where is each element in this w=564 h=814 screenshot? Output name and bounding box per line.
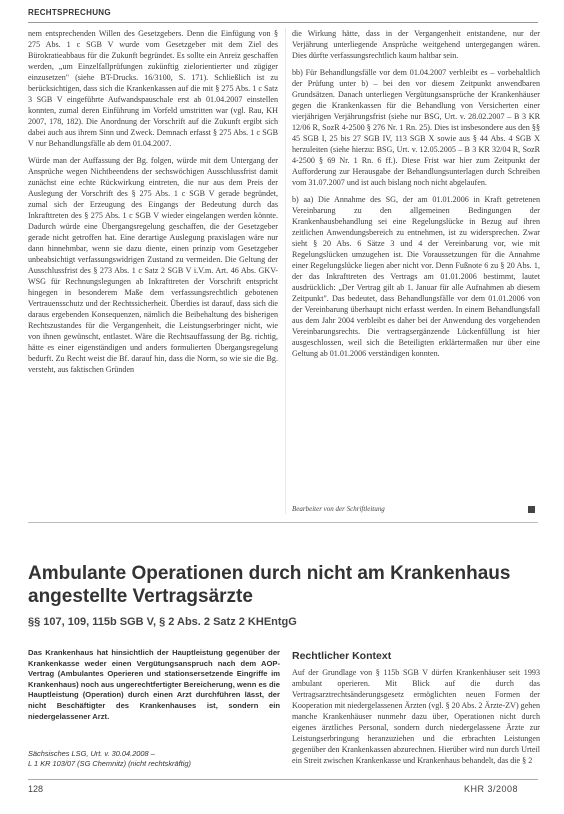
section-header: RECHTSPRECHUNG bbox=[28, 8, 111, 17]
right-paragraph: die Wirkung hätte, dass in der Vergangenheit entstandene, nur der Verjährung unterliegende Ansprüche weitgehend untergegangen wären. Dies dürfte verfassungsrechtlich kaum haltbar sein. bbox=[292, 29, 540, 61]
context-heading: Rechtlicher Kontext bbox=[292, 650, 392, 662]
left-paragraph: nem entsprechenden Willen des Gesetzgebers. Denn die Einfügung von § 275 Abs. 1 c SGB V wurde vom Gesetzgeber mit dem Ziel des Bürokratieabbaus für die Zukunft begründet. Es sollte ein Anreiz geschaffen werden, „um Einzelfallprüfungen zukünftig zielorientierter und zügiger einzusetzen" (siehe BT-Drucks. 16/3100, S. 171). Schließlich ist zu berücksichtigen, dass sich die Krankenkassen auf die mit § 275 Abs. 1 c Satz 3 SGB V eingeführte Aufwandspauschale erst ab 01.04.2007 einstellen konnten, zumal deren Einführung im Vorfeld umstritten war (vgl. Rau, KH 2007, 178, 182). Die Anordnung der Vorschrift auf die Zukunft ergibt sich dabei auch aus ihrem Sinn und Zweck. Demnach erfasst § 275 Abs. 1 c SGB V nur Behandlungsfälle ab dem 01.04.2007. bbox=[28, 29, 278, 149]
end-square-icon bbox=[528, 506, 535, 513]
article-abstract: Das Krankenhaus hat hinsichtlich der Hauptleistung gegenüber der Krankenkasse weder einen Vergütungsanspruch nach dem AOP-Vertrag (Ambulantes Operieren und stationsersetzende Eingriffe im Krankenhaus) noch aus ungerechtfertigter Bereicherung, wenn es die Hauptleistung (Operation) durch einen Arzt durchführen lässt, der nicht Beschäftigter des Krankenhauses ist, sondern ein niedergelassener Arzt. bbox=[28, 648, 280, 721]
page-number: 128 bbox=[28, 784, 44, 794]
left-text-column bbox=[28, 28, 278, 375]
court-source-line: Sächsisches LSG, Urt. v. 30.04.2008 – bbox=[28, 749, 155, 758]
author-line: Bearbeiter von der Schriftleitung bbox=[292, 505, 385, 513]
context-text: Auf der Grundlage von § 115b SGB V dürfen Krankenhäuser seit 1993 ambulant operieren. Mit Blick auf die durch das Vertragsarztrechtsänderungsgesetz ermöglichten neuen Formen der Kooperation mit niedergelassenen Ärzten (vgl. § 20 Abs. 2 Ärzte-ZV) gehen manche Krankenhäuser nunmehr dazu über, Operationen nicht durch eigenes ärztliches Personal, sondern durch niedergelassene Ärzte zur Leistungserbringung heranzuziehen und die erbrachten Leistungen gegenüber den Krankenkassen abzurechnen. Hierüber wird nun durch Urteil ein Streit zwischen Krankenkasse und Krankenhaus behandelt, das die § 2 bbox=[292, 668, 540, 765]
top-rule bbox=[28, 22, 538, 23]
article-title: Ambulante Operationen durch nicht am Krankenhaus angestellte Vertragsärzte bbox=[28, 563, 511, 607]
right-paragraph: bb) Für Behandlungsfälle vor dem 01.04.2007 verbleibt es – vorbehaltlich der Prüfung unter b) – bei den vor diesem Zeitpunkt anwendbaren Grundsätzen. Danach unterliegen Vergütungsansprüche der Krankenhäuser gegen die Krankenkassen für die Behandlung von Versicherten einer vierjährigen Verjährungsfrist (siehe nur BSG, Urt. v. 28.02.2007 – B 3 KR 12/06 R, SozR 4-2500 § 276 Nr. 1 Rn. 25). Dies ist insbesondere aus den §§ 45 SGB I, 25 bis 27 SGB IV, 113 SGB X sowie aus § 44 Abs. 4 SGB X herzuleiten (siehe hierzu: BSG, Urt. v. 12.05.2005 – B 3 KR 32/04 R, SozR 4-2500 § 69 Nr. 1 Rn. 6 ff.). Diese Frist war hier zum Zeitpunkt der Aufforderung zur Herausgabe der Behandlungsunterlagen durch Schreiben vom 31.07.2007 und ist auch bislang noch nicht abgelaufen. bbox=[292, 68, 540, 188]
court-source-line: L 1 KR 103/07 (SG Chemnitz) (nicht rechtskräftig) bbox=[28, 759, 191, 769]
journal-issue: KHR 3/2008 bbox=[464, 784, 519, 794]
article-subtitle: §§ 107, 109, 115b SGB V, § 2 Abs. 2 Satz 2 KHEntgG bbox=[28, 616, 297, 628]
section-rule bbox=[28, 522, 538, 523]
footer-rule bbox=[28, 779, 538, 780]
right-paragraph: b) aa) Die Annahme des SG, der am 01.01.2006 in Kraft getretenen Vereinbarung zu den allgemeinen Bedingungen der Krankenhausbehandlung sei eine Regelungslücke in Bezug auf ihren zeitlichen Anwendungsbereich zu entnehmen, ist zu widersprechen. Zwar sieht § 20 Abs. 6 Sätze 3 und 4 der Vereinbarung vor, wie mit Regelungslücken umzugehen ist. Die Voraussetzungen für die Annahme einer Regelungslücke liegen aber nicht vor. Denn Fußnote 6 zu § 20 Abs. 1, der das Inkrafttreten des Vertrags am 01.01.2006 bestimmt, lautet ausdrücklich: „Der Vertrag gilt ab 1. Januar für alle Aufnahmen ab diesem Zeitpunkt". Das bedeutet, dass Behandlungsfälle vor dem 01.01.2006 von der Vereinbarung überhaupt nicht erfasst werden. In einem Behandlungsfall aus dem Jahr 2004 verbleibt es daher bei der Anwendung des vorgehenden Vereinbarungsrechts. Die vertragsergänzende Lückenfüllung ist hier ausgeschlossen, weil sich die Beteiligten erklärtermaßen nur über eine Geltung ab 01.01.2006 verständigen konnten. bbox=[292, 195, 540, 359]
right-text-column bbox=[292, 28, 540, 359]
court-source bbox=[28, 749, 280, 770]
left-paragraph: Würde man der Auffassung der Bg. folgen, würde mit dem Untergang der Ansprüche wegen Nichtbeendens der sechswöchigen Ausschlussfrist damit zunächst eine echte Rückwirkung eintreten, die nur aus dem Preis der Auslegung der Vorschrift des § 275 Abs. 1 c SGB V gerade begründet, zumal sich der Erzeugung des Eingangs der Bedeutung durch das Inkrafttreten des § 275 Abs. 1 c SGB V wieder eingelangen werden könnte. Dadurch würde eine Übergangsregelung geschaffen, die der Gesetzgeber gerade nicht getroffen hat. Eine derartige Auslegung praxislagen wäre nur dann hinnehmbar, wenn sie dazu diente, einen prinzip vom Gesetzgeber unbeabsichtigt verfassungswidrigen Zustand zu vermeiden. Die Geltung der Ausschlussfrist des § 273 Abs. 1 c Satz 2 SGB V i.V.m. Art. 46 Abs. GKV-WSG für Rechnungslegungen ab Inkrafttreten der Vorschrift entspricht hingegen in besonderem Maße dem verfassungsrechtlich gebotenen Vertrauensschutz und der Rechtssicherheit. Überdies ist darauf, dass sich die daraus ergebenden Konsequenzen, nämlich die Beibehaltung des bisherigen Rechtszustandes für die Vergangenheit, die Leistungserbringer nicht, wie von ihnen gewünscht, entlastet. Wäre die Rechtsauffassung der Bg. richtig, hätte es einer eigenständigen und anders formulierten Übergangsregelung bedurft. Zu Recht weist die Bf. darauf hin, dass die Norm, so wie sie die Bg. versteht, aus faktischen Gründen bbox=[28, 156, 278, 375]
column-divider bbox=[285, 28, 286, 514]
